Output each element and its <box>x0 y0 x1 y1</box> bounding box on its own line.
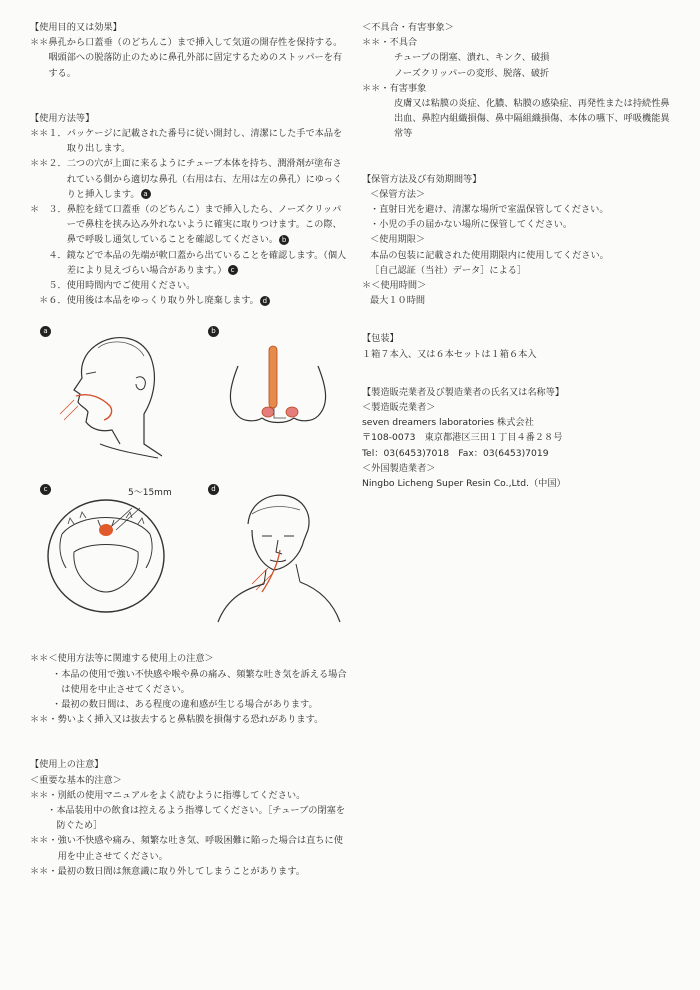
defect-text: ノーズクリッパーの変形、脱落、破折 <box>394 67 550 79</box>
figure-ref-b-icon: b <box>279 235 289 245</box>
time-value: 最大１０時間 <box>370 295 426 307</box>
figure-d-label: d <box>208 484 219 495</box>
manufacturer-heading: 【製造販売業者及び製造業者の氏名又は名称等】 <box>362 386 565 398</box>
storage-heading: 【保管方法及び有効期間等】 <box>362 173 482 185</box>
figure-ref-a-icon: a <box>141 189 151 199</box>
left-column <box>30 20 348 879</box>
storage-line: ・直射日光を避け、清潔な場所で室温保管してください。 <box>370 204 609 216</box>
precaution-item: ・ 最初の数日間は、ある程度の違和感が生じる場合があります。 <box>52 699 318 711</box>
seller-address: 〒108-0073 東京都港区三田１丁目４番２８号 <box>362 432 563 444</box>
seller-name: seven dreamers laboratories 株式会社 <box>362 417 534 429</box>
method-step: ＊６． 使用後は本品をゆっくり取り外し廃棄します。 d <box>30 293 348 308</box>
method-heading: 【使用方法等】 <box>30 112 95 124</box>
method-step: ４． 鏡などで本品の先端が軟口蓋から出ていることを確認します。（個人差により見えづらい場合があります。） c <box>30 249 347 276</box>
figure-b <box>208 326 348 466</box>
defect-text: チューブの閉塞、潰れ、キンク、破損 <box>394 52 550 64</box>
precaution-item: ＊＊・ 最初の数日間は無意識に取り外してしまうことがあります。 <box>30 865 305 877</box>
precaution-item: ・ 本品の使用で強い不快感や喉や鼻の痛み、頻繁な吐き気を訴える場合は使用を中止させてください。 <box>52 668 347 695</box>
time-label: ＊＜使用時間＞ <box>362 280 427 292</box>
figure-a <box>40 326 180 466</box>
expiry-text: 本品の包装に記載された使用期限内に使用してください。 <box>370 249 609 261</box>
man-with-tube-illustration <box>208 484 348 624</box>
figure-c <box>40 484 180 624</box>
figure-a-label: a <box>40 326 51 337</box>
adverse-text: 皮膚又は粘膜の炎症、化膿、粘膜の感染症、再発性または持続性鼻出血、鼻腔内組織損傷、鼻中隔組織損傷、本体の嚥下、呼吸機能異常等 <box>394 98 670 140</box>
figure-ref-c-icon: c <box>228 265 238 275</box>
precaution-item: ＊＊・ 勢いよく挿入又は抜去すると鼻粘膜を損傷する恐れがあります。 <box>30 714 324 726</box>
method-step: ＊＊１． パッケージに記載された番号に従い開封し、清潔にした手で本品を取り出します。 <box>30 128 343 155</box>
figure-ref-d-icon: d <box>260 296 270 306</box>
seller-phone: Tel：03(6453)7018 Fax：03(6453)7019 <box>362 447 549 459</box>
precaution-item: ＊＊・ 強い不快感や痛み、頻繁な吐き気、呼吸困難に陥った場合は直ちに使用を中止させてください。 <box>30 835 343 862</box>
measurement-label: 5～15mm <box>128 488 172 499</box>
method-step: ５． 使用時間内でご使用ください。 <box>30 280 196 292</box>
storage-line: ・小児の手の届かない場所に保管してください。 <box>370 219 573 231</box>
nose-clip-illustration <box>208 326 348 466</box>
precaution-item: ＊＊・ 別紙の使用マニュアルをよく読むように指導してください。 <box>30 789 306 801</box>
defects-heading: ＜不具合・有害事象＞ <box>362 22 454 33</box>
foreign-label: ＜外国製造業者＞ <box>362 462 436 474</box>
expiry-note: ［自己認証（当社）データ］による］ <box>370 264 527 276</box>
expiry-label: ＜使用期限＞ <box>370 234 426 246</box>
purpose-heading: 【使用目的又は効果】 <box>30 22 122 33</box>
method-step: ＊ ３． 鼻腔を経て口蓋垂（のどちんこ）まで挿入したら、ノーズクリッパーで鼻柱を挟み込み外れないように確実に取りつけます。この際、鼻で呼吸し通気していることを確認してください。 b <box>30 204 342 246</box>
storage-method-label: ＜保管方法＞ <box>370 188 426 200</box>
method-precautions-heading: ＊＊＜使用方法等に関連する使用上の注意＞ <box>30 653 214 665</box>
figure-b-label: b <box>208 326 219 337</box>
use-precautions-subheading: ＜重要な基本的注意＞ <box>30 774 122 786</box>
head-profile-illustration <box>40 326 180 466</box>
foreign-name: Ningbo Licheng Super Resin Co.,Ltd.（中国） <box>362 478 566 490</box>
method-steps <box>30 126 348 308</box>
figure-c-label: c <box>40 484 51 495</box>
illustrations <box>30 326 348 636</box>
open-mouth-illustration <box>40 484 180 624</box>
package-heading: 【包装】 <box>362 333 399 345</box>
adverse-label: ＊＊・有害事象 <box>362 82 427 94</box>
purpose-text: ＊＊ 鼻孔から口蓋垂（のどちんこ）まで挿入して気道の開存性を保持する。咽頭部への脱落防止のために鼻孔外部に固定するためのストッパーを有する。 <box>30 37 343 79</box>
defect-label: ＊＊・不具合 <box>362 37 418 49</box>
method-step: ＊＊２． 二つの穴が上面に来るようにチューブ本体を持ち、潤滑剤が塗布されている側から適切な鼻孔（右用は右、左用は左の鼻孔）にゆっくりと挿入します。 a <box>30 158 343 200</box>
right-column <box>362 20 672 491</box>
figure-d <box>208 484 348 624</box>
use-precautions-heading: 【使用上の注意】 <box>30 759 104 771</box>
package-text: １箱７本入、又は６本セットは１箱６本入 <box>362 348 537 360</box>
seller-label: ＜製造販売業者＞ <box>362 402 436 414</box>
precaution-item: ・ 本品装用中の飲食は控えるよう指導してください。［チューブの閉塞を防ぐため］ <box>38 805 346 832</box>
